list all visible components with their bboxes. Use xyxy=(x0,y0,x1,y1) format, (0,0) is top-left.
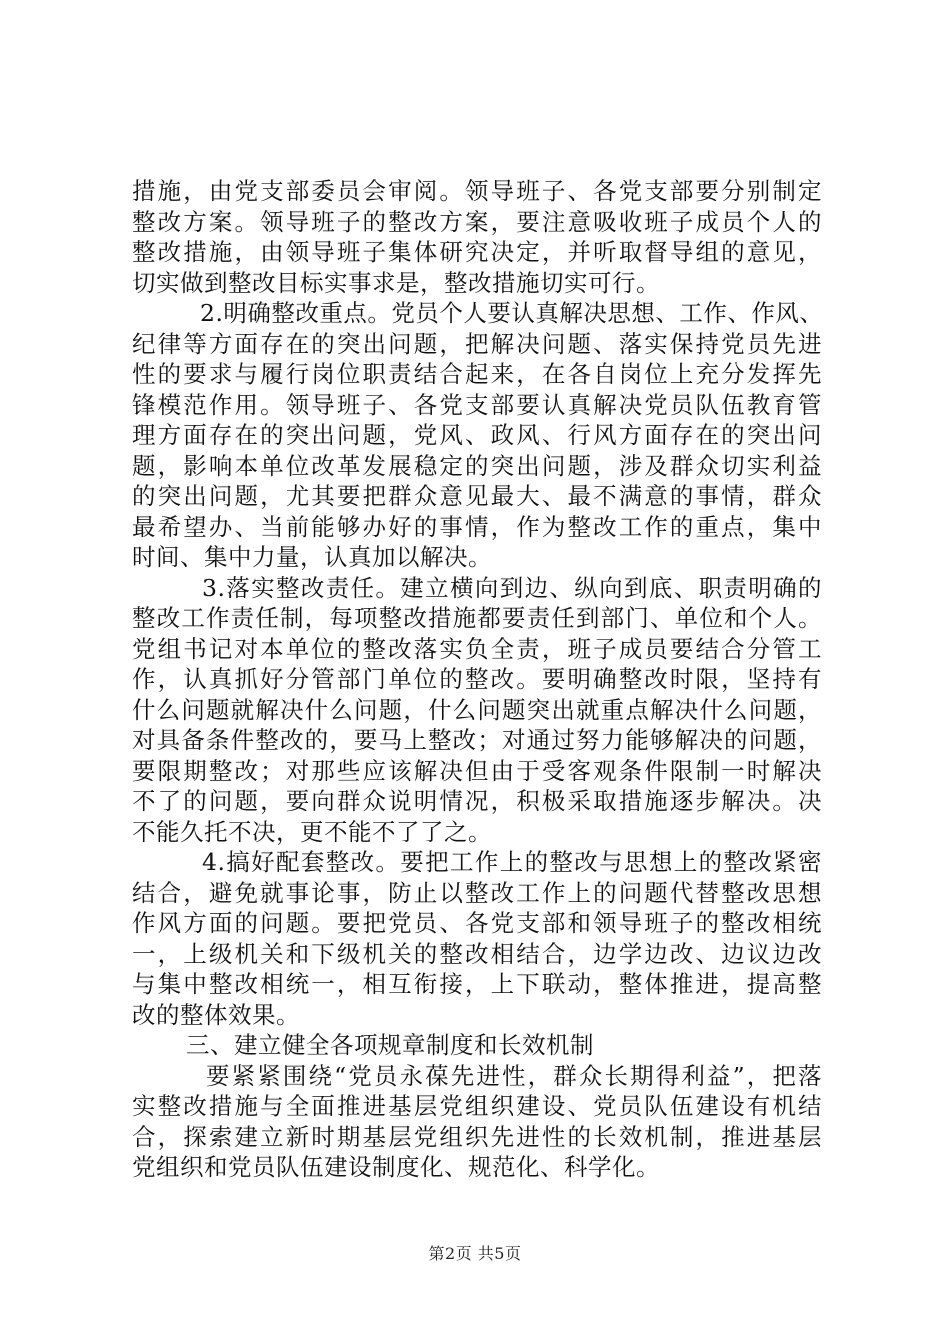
text-line: 纪律等方面存在的突出问题，把解决问题、落实保持党员先进 xyxy=(132,329,822,358)
text-line: 2.明确整改重点。党员个人要认真解决思想、工作、作风、 xyxy=(200,299,824,327)
text-line: 锋模范作用。领导班子、各党支部要认真解决党员队伍教育管 xyxy=(132,390,822,419)
text-line: 不能久托不决，更不能不了了之。 xyxy=(132,817,492,846)
text-line: 整改方案。领导班子的整改方案，要注意吸收班子成员个人的 xyxy=(132,207,822,236)
text-line: 党组书记对本单位的整改落实负全责，班子成员要结合分管工 xyxy=(132,634,822,663)
text-line: 合，探索建立新时期基层党组织先进性的长效机制，推进基层 xyxy=(132,1122,822,1151)
text-line: 性的要求与履行岗位职责结合起来，在各自岗位上充分发挥先 xyxy=(132,360,822,388)
text-line: 什么问题就解决什么问题，什么问题突出就重点解决什么问题， xyxy=(132,695,822,724)
text-line: 不了的问题，要向群众说明情况，积极采取措施逐步解决。决 xyxy=(132,787,822,815)
section-heading: 三、建立健全各项规章制度和长效机制 xyxy=(186,1031,594,1059)
text-line: 要限期整改；对那些应该解决但由于受客观条件限制一时解决 xyxy=(132,756,822,785)
text-line: 切实做到整改目标实事求是，整改措施切实可行。 xyxy=(132,268,660,297)
text-line: 作，认真抓好分管部门单位的整改。要明确整改时限，坚持有 xyxy=(132,665,822,693)
text-line: 一，上级机关和下级机关的整改相结合，边学边改、边议边改 xyxy=(132,939,822,968)
text-line: 整改措施，由领导班子集体研究决定，并听取督导组的意见， xyxy=(132,238,822,266)
text-line: 结合，避免就事论事，防止以整改工作上的问题代替整改思想 xyxy=(132,878,822,907)
text-line: 作风方面的问题。要把党员、各党支部和领导班子的整改相统 xyxy=(132,909,822,937)
text-line: 时间、集中力量，认真加以解决。 xyxy=(132,543,492,571)
text-line: 要紧紧围绕“党员永葆先进性，群众长期得利益”，把落 xyxy=(206,1061,822,1090)
text-line: 题，影响本单位改革发展稳定的突出问题，涉及群众切实利益 xyxy=(132,451,822,480)
text-line: 的突出问题，尤其要把群众意见最大、最不满意的事情，群众 xyxy=(132,482,822,510)
text-line: 3.落实整改责任。建立横向到边、纵向到底、职责明确的 xyxy=(202,573,822,602)
page-number-footer: 第2页 共5页 xyxy=(428,1244,522,1263)
text-line: 理方面存在的突出问题，党风、政风、行风方面存在的突出问 xyxy=(132,421,822,449)
text-line: 整改工作责任制，每项整改措施都要责任到部门、单位和个人。 xyxy=(132,604,822,632)
text-line: 党组织和党员队伍建设制度化、规范化、科学化。 xyxy=(132,1153,660,1181)
text-line: 改的整体效果。 xyxy=(132,1000,300,1029)
document-body xyxy=(132,176,822,1183)
text-line: 最希望办、当前能够办好的事情，作为整改工作的重点，集中 xyxy=(132,512,822,541)
text-line: 对具备条件整改的，要马上整改；对通过努力能够解决的问题， xyxy=(132,726,822,754)
text-line: 4.搞好配套整改。要把工作上的整改与思想上的整改紧密 xyxy=(202,848,822,876)
text-line: 实整改措施与全面推进基层党组织建设、党员队伍建设有机结 xyxy=(132,1092,822,1120)
text-line: 与集中整改相统一，相互衔接，上下联动，整体推进，提高整 xyxy=(132,970,822,998)
text-line: 措施，由党支部委员会审阅。领导班子、各党支部要分别制定 xyxy=(132,177,822,205)
